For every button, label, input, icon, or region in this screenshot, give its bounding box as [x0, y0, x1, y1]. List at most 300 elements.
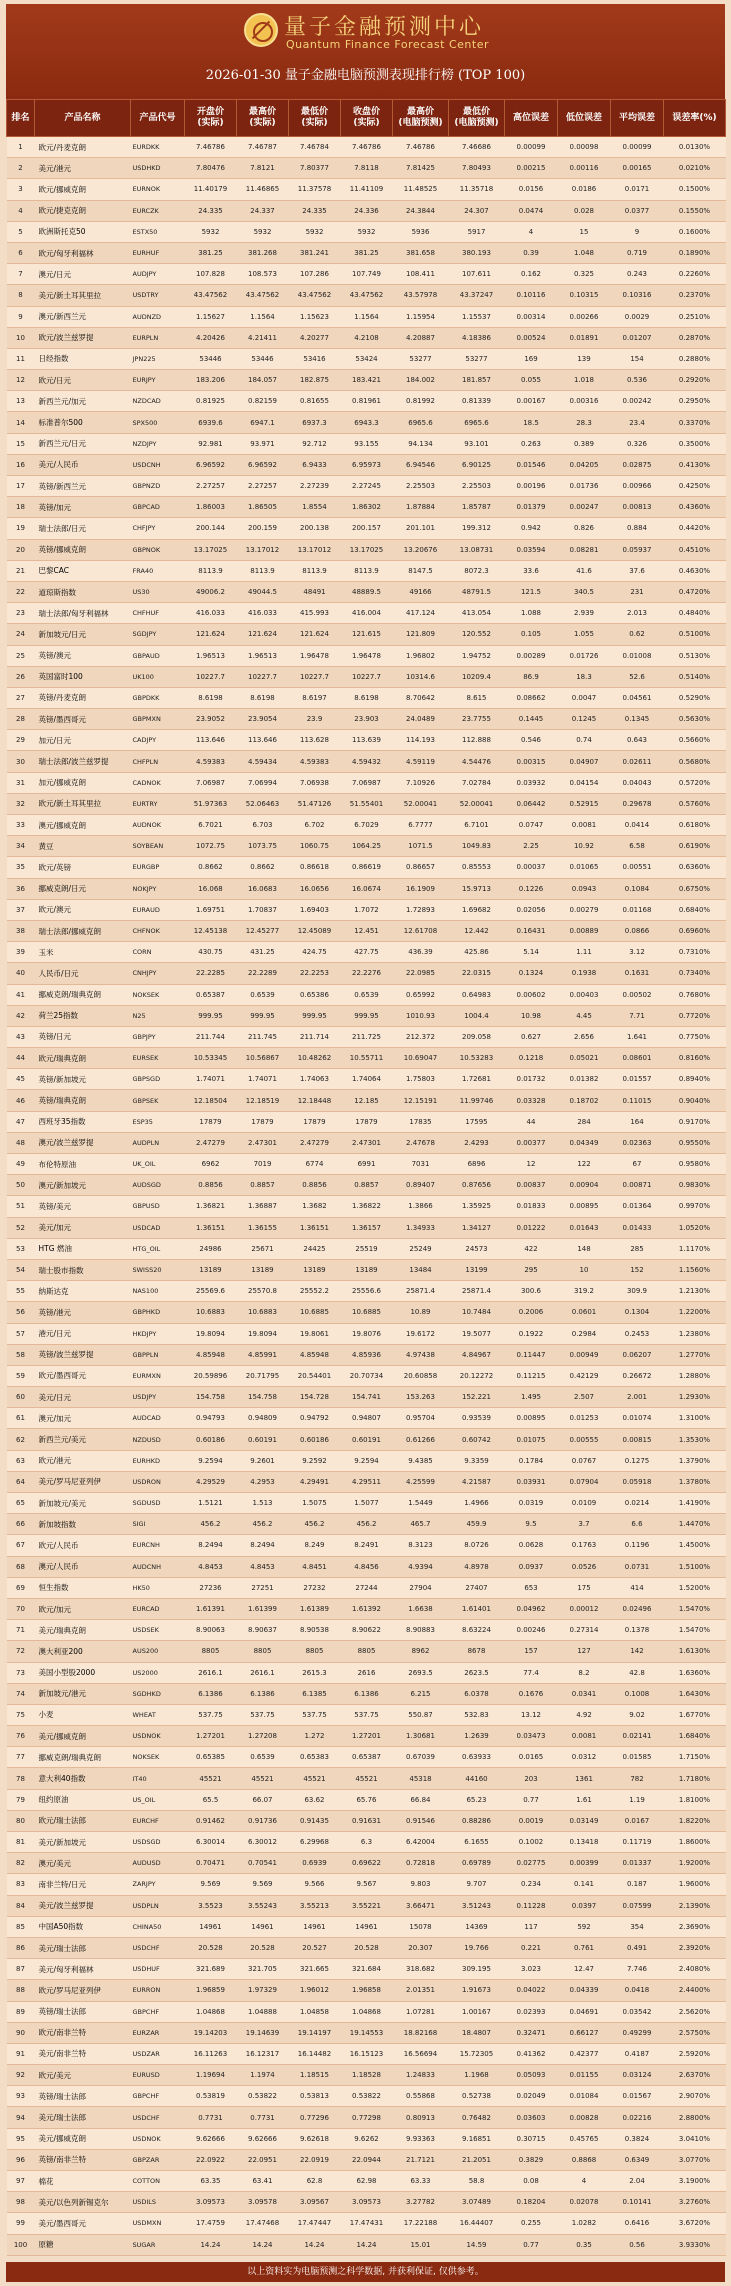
table-cell: 0.00012: [558, 1598, 611, 1619]
table-cell: 0.4840%: [664, 603, 726, 624]
table-cell: 2.6370%: [664, 2065, 726, 2086]
table-cell: 15.9713: [449, 878, 505, 899]
table-cell: 0.0526: [558, 1556, 611, 1577]
table-cell: 0.00828: [558, 2107, 611, 2128]
table-cell: 瑞士法郎/波兰兹罗提: [35, 751, 131, 772]
table-cell: 挪威克朗/瑞典克朗: [35, 1747, 131, 1768]
table-cell: 0.00871: [611, 1175, 664, 1196]
table-cell: 1.9600%: [664, 1874, 726, 1895]
table-cell: 16: [7, 454, 35, 475]
table-cell: 89: [7, 2001, 35, 2022]
table-cell: 美元/人民币: [35, 454, 131, 475]
table-cell: 0.9170%: [664, 1111, 726, 1132]
table-cell: 23.4: [611, 412, 664, 433]
table-row: [7, 2192, 726, 2213]
table-cell: 0.00165: [611, 158, 664, 179]
table-cell: 4.54476: [449, 751, 505, 772]
table-cell: 211.725: [341, 1026, 393, 1047]
table-cell: 13189: [237, 1259, 289, 1280]
table-cell: 2.25: [505, 836, 558, 857]
column-header: 最低价 (电脑预测): [449, 100, 505, 137]
table-cell: 10.98: [505, 1005, 558, 1026]
table-cell: 欧元/匈牙利福林: [35, 242, 131, 263]
table-cell: 0.00289: [505, 645, 558, 666]
table-cell: 0.65385: [185, 1747, 237, 1768]
table-cell: 1.5470%: [664, 1620, 726, 1641]
table-cell: CHFHUF: [131, 603, 185, 624]
table-cell: 0.1784: [505, 1450, 558, 1471]
table-cell: 0.0171: [611, 179, 664, 200]
table-cell: 6937.3: [289, 412, 341, 433]
column-header: 开盘价 (实际): [185, 100, 237, 137]
table-cell: 瑞士法郎/匈牙利福林: [35, 603, 131, 624]
table-cell: 537.75: [289, 1704, 341, 1725]
table-cell: 0.01557: [611, 1069, 664, 1090]
table-cell: 69: [7, 1577, 35, 1598]
table-cell: 24.307: [449, 200, 505, 221]
table-row: [7, 1026, 726, 1047]
table-cell: 0.91736: [237, 1810, 289, 1831]
table-cell: 0.1226: [505, 878, 558, 899]
table-cell: 0.06207: [611, 1344, 664, 1365]
table-cell: 9.62666: [237, 2128, 289, 2149]
table-cell: 7.80476: [185, 158, 237, 179]
table-cell: 0.01726: [558, 645, 611, 666]
table-cell: 新西兰元/加元: [35, 391, 131, 412]
table-cell: 0.94792: [289, 1408, 341, 1429]
table-cell: 新加坡元/美元: [35, 1493, 131, 1514]
table-cell: 27251: [237, 1577, 289, 1598]
table-cell: 6.58: [611, 836, 664, 857]
table-cell: 97: [7, 2171, 35, 2192]
table-cell: 1.7072: [341, 899, 393, 920]
table-cell: 424.75: [289, 942, 341, 963]
table-cell: 121.615: [341, 624, 393, 645]
table-cell: 24.337: [237, 200, 289, 221]
table-cell: 6: [7, 242, 35, 263]
table-cell: 0.00502: [611, 984, 664, 1005]
table-cell: 45318: [393, 1768, 449, 1789]
table-cell: SIGI: [131, 1514, 185, 1535]
table-cell: 1.9200%: [664, 1853, 726, 1874]
table-row: [7, 1281, 726, 1302]
table-cell: 22.0922: [185, 2149, 237, 2170]
table-cell: 14369: [449, 1916, 505, 1937]
table-row: [7, 2022, 726, 2043]
table-cell: 25871.4: [449, 1281, 505, 1302]
table-cell: 57: [7, 1323, 35, 1344]
table-cell: 6.29968: [289, 1832, 341, 1853]
table-cell: 1.69751: [185, 899, 237, 920]
table-cell: 0.04349: [558, 1132, 611, 1153]
table-cell: 19.8061: [289, 1323, 341, 1344]
table-cell: 1.70837: [237, 899, 289, 920]
table-cell: 0.04043: [611, 772, 664, 793]
table-cell: 3.07489: [449, 2192, 505, 2213]
table-cell: 0.60191: [341, 1429, 393, 1450]
table-cell: 16.44407: [449, 2213, 505, 2234]
table-cell: 43.47562: [185, 285, 237, 306]
table-cell: CORN: [131, 942, 185, 963]
table-cell: 88: [7, 1980, 35, 2001]
table-cell: 9.2601: [237, 1450, 289, 1471]
table-cell: 0.10315: [558, 285, 611, 306]
table-cell: 0.6180%: [664, 815, 726, 836]
table-cell: 45521: [185, 1768, 237, 1789]
table-cell: 74: [7, 1683, 35, 1704]
table-cell: 28.3: [558, 412, 611, 433]
table-cell: 1.8554: [289, 497, 341, 518]
table-cell: 7.46786: [393, 137, 449, 158]
table-cell: 欧元/墨西哥元: [35, 1365, 131, 1386]
table-cell: US2000: [131, 1662, 185, 1683]
table-cell: 1.641: [611, 1026, 664, 1047]
table-cell: 0.35: [558, 2234, 611, 2255]
table-cell: 4.8453: [237, 1556, 289, 1577]
table-cell: 22: [7, 581, 35, 602]
table-cell: 0.9550%: [664, 1132, 726, 1153]
table-cell: 107.286: [289, 264, 341, 285]
table-cell: 25570.8: [237, 1281, 289, 1302]
table-cell: 0.01433: [611, 1217, 664, 1238]
table-cell: 1.6360%: [664, 1662, 726, 1683]
table-cell: 55: [7, 1281, 35, 1302]
table-cell: 12.15191: [393, 1090, 449, 1111]
table-cell: 211.745: [237, 1026, 289, 1047]
table-cell: 0.4420%: [664, 518, 726, 539]
table-row: [7, 899, 726, 920]
table-cell: 澳元/新西兰元: [35, 306, 131, 327]
table-cell: 9.93363: [393, 2128, 449, 2149]
table-cell: 59: [7, 1365, 35, 1386]
table-cell: 0.03932: [505, 772, 558, 793]
table-cell: 0.1550%: [664, 200, 726, 221]
table-cell: CHFJPY: [131, 518, 185, 539]
table-cell: 1.8220%: [664, 1810, 726, 1831]
table-cell: 183.206: [185, 370, 237, 391]
table-cell: 121.5: [505, 581, 558, 602]
table-cell: 20.60858: [393, 1365, 449, 1386]
table-cell: 4.29491: [289, 1471, 341, 1492]
table-cell: 18.3: [558, 666, 611, 687]
table-cell: 美元/瑞士法郎: [35, 2107, 131, 2128]
table-row: [7, 327, 726, 348]
table-cell: 0.00399: [558, 1853, 611, 1874]
table-cell: 24573: [449, 1238, 505, 1259]
table-cell: 93.971: [237, 433, 289, 454]
table-cell: 0.4510%: [664, 539, 726, 560]
table-cell: 2.27257: [185, 476, 237, 497]
table-cell: 107.611: [449, 264, 505, 285]
table-cell: 152.221: [449, 1387, 505, 1408]
table-cell: 3.0770%: [664, 2149, 726, 2170]
table-row: [7, 1069, 726, 1090]
table-cell: 13.17012: [289, 539, 341, 560]
table-cell: 英镑/南非兰特: [35, 2149, 131, 2170]
table-row: [7, 1238, 726, 1259]
column-header: 产品名称: [35, 100, 131, 137]
table-cell: 0.1445: [505, 709, 558, 730]
table-cell: 60: [7, 1387, 35, 1408]
table-cell: 0.11015: [611, 1090, 664, 1111]
table-cell: 154.728: [289, 1387, 341, 1408]
table-row: [7, 179, 726, 200]
table-cell: 0.2260%: [664, 264, 726, 285]
table-row: [7, 645, 726, 666]
table-cell: 51.55401: [341, 793, 393, 814]
table-row: [7, 1302, 726, 1323]
table-cell: 0.0601: [558, 1302, 611, 1323]
table-cell: 999.95: [237, 1005, 289, 1026]
table-cell: 6.7101: [449, 815, 505, 836]
table-cell: 40: [7, 963, 35, 984]
table-cell: 4.18386: [449, 327, 505, 348]
table-cell: 300.6: [505, 1281, 558, 1302]
table-cell: 6.94546: [393, 454, 449, 475]
table-cell: 0.74: [558, 730, 611, 751]
table-cell: 欧元/罗马尼亚列伊: [35, 1980, 131, 2001]
table-cell: 9.6262: [341, 2128, 393, 2149]
table-cell: 10227.7: [237, 666, 289, 687]
table-cell: GBPUSD: [131, 1196, 185, 1217]
table-cell: 小麦: [35, 1704, 131, 1725]
table-cell: CHFNOK: [131, 920, 185, 941]
table-cell: 0.00815: [611, 1429, 664, 1450]
table-cell: 67: [611, 1154, 664, 1175]
table-cell: 73: [7, 1662, 35, 1683]
table-cell: 169: [505, 348, 558, 369]
table-cell: 121.624: [289, 624, 341, 645]
table-cell: 0.65387: [341, 1747, 393, 1768]
table-cell: 20.70734: [341, 1365, 393, 1386]
table-cell: USDMXN: [131, 2213, 185, 2234]
table-cell: 西班牙35指数: [35, 1111, 131, 1132]
table-cell: 0.0474: [505, 200, 558, 221]
table-cell: 0.243: [611, 264, 664, 285]
table-cell: 53416: [289, 348, 341, 369]
table-cell: USDZAR: [131, 2043, 185, 2064]
table-cell: 挪威克朗/瑞典克朗: [35, 984, 131, 1005]
table-cell: AUDSGD: [131, 1175, 185, 1196]
table-cell: 1.96478: [341, 645, 393, 666]
table-cell: 58.8: [449, 2171, 505, 2192]
table-cell: 63.35: [185, 2171, 237, 2192]
table-cell: 0.04339: [558, 1980, 611, 2001]
table-cell: 19.8094: [185, 1323, 237, 1344]
table-cell: 153.263: [393, 1387, 449, 1408]
table-cell: 49006.2: [185, 581, 237, 602]
table-cell: 16.15123: [341, 2043, 393, 2064]
table-row: [7, 1005, 726, 1026]
table-cell: 0.02078: [558, 2192, 611, 2213]
table-cell: 62.8: [289, 2171, 341, 2192]
table-cell: 51.97363: [185, 793, 237, 814]
table-cell: 4.21587: [449, 1471, 505, 1492]
table-row: [7, 1980, 726, 2001]
table-cell: 1.61392: [341, 1598, 393, 1619]
table-cell: 417.124: [393, 603, 449, 624]
table-cell: 5932: [341, 221, 393, 242]
table-cell: 13189: [341, 1259, 393, 1280]
table-cell: GBPNZD: [131, 476, 185, 497]
table-cell: 121.624: [237, 624, 289, 645]
table-cell: 18.4807: [449, 2022, 505, 2043]
table-cell: 7.02784: [449, 772, 505, 793]
table-cell: 日经指数: [35, 348, 131, 369]
table-cell: 0.0866: [611, 920, 664, 941]
table-cell: 2.939: [558, 603, 611, 624]
table-cell: 0.1763: [558, 1535, 611, 1556]
table-cell: 114.193: [393, 730, 449, 751]
table-row: [7, 1344, 726, 1365]
table-cell: GBPAUD: [131, 645, 185, 666]
table-row: [7, 264, 726, 285]
table-cell: 5932: [237, 221, 289, 242]
table-cell: 0.70471: [185, 1853, 237, 1874]
table-cell: 4.59119: [393, 751, 449, 772]
table-cell: USDCAD: [131, 1217, 185, 1238]
table-cell: 9.62666: [185, 2128, 237, 2149]
table-cell: 英镑/澳元: [35, 645, 131, 666]
table-cell: 425.86: [449, 942, 505, 963]
table-cell: 0.94809: [237, 1408, 289, 1429]
table-cell: 20.59896: [185, 1365, 237, 1386]
table-cell: 0.0747: [505, 815, 558, 836]
table-cell: 0.8160%: [664, 1048, 726, 1069]
table-cell: 0.55868: [393, 2086, 449, 2107]
table-cell: 17879: [237, 1111, 289, 1132]
table-cell: 3.9330%: [664, 2234, 726, 2255]
table-cell: 8805: [185, 1641, 237, 1662]
table-cell: 0.1008: [611, 1683, 664, 1704]
table-cell: 1.94752: [449, 645, 505, 666]
table-cell: 3.0410%: [664, 2128, 726, 2149]
table-cell: 10.56867: [237, 1048, 289, 1069]
table-cell: 0.01833: [505, 1196, 558, 1217]
table-cell: 2.27257: [237, 476, 289, 497]
table-cell: 2.4293: [449, 1132, 505, 1153]
table-cell: 0.1218: [505, 1048, 558, 1069]
table-cell: 1.61: [558, 1789, 611, 1810]
table-cell: 6965.6: [449, 412, 505, 433]
table-cell: 49044.5: [237, 581, 289, 602]
table-cell: 53424: [341, 348, 393, 369]
table-cell: 4.85948: [185, 1344, 237, 1365]
table-row: [7, 1704, 726, 1725]
table-cell: 19.6172: [393, 1323, 449, 1344]
table-cell: 456.2: [341, 1514, 393, 1535]
table-cell: 61: [7, 1408, 35, 1429]
table-cell: 0.7731: [185, 2107, 237, 2128]
table-cell: 挪威克朗/日元: [35, 878, 131, 899]
table-cell: 新加坡元/日元: [35, 624, 131, 645]
table-cell: 7.46786: [341, 137, 393, 158]
table-cell: 94: [7, 2107, 35, 2128]
table-row: [7, 306, 726, 327]
table-cell: 16.12317: [237, 2043, 289, 2064]
table-cell: 203: [505, 1768, 558, 1789]
table-cell: 0.10316: [611, 285, 664, 306]
table-row: [7, 984, 726, 1005]
table-cell: 美元/港元: [35, 158, 131, 179]
table-cell: 9.803: [393, 1874, 449, 1895]
table-cell: NOKSEK: [131, 984, 185, 1005]
table-cell: 20.307: [393, 1937, 449, 1958]
table-cell: SPX500: [131, 412, 185, 433]
table-cell: 黄豆: [35, 836, 131, 857]
table-cell: 94.134: [393, 433, 449, 454]
table-cell: 999.95: [289, 1005, 341, 1026]
table-cell: 92: [7, 2065, 35, 2086]
table-cell: 416.033: [237, 603, 289, 624]
table-cell: 12.45277: [237, 920, 289, 941]
table-cell: 381.658: [393, 242, 449, 263]
table-cell: 2.9070%: [664, 2086, 726, 2107]
table-cell: USDHUF: [131, 1959, 185, 1980]
column-header: 最高价 (实际): [237, 100, 289, 137]
table-cell: 4: [558, 2171, 611, 2192]
table-cell: 0.0081: [558, 1726, 611, 1747]
table-cell: 456.2: [237, 1514, 289, 1535]
table-row: [7, 1662, 726, 1683]
table-cell: 0.95704: [393, 1408, 449, 1429]
table-cell: 1.19: [611, 1789, 664, 1810]
table-cell: 99: [7, 2213, 35, 2234]
table-cell: 532.83: [449, 1704, 505, 1725]
table-cell: 184.002: [393, 370, 449, 391]
table-cell: 8.90538: [289, 1620, 341, 1641]
table-cell: 0.0081: [558, 815, 611, 836]
table-cell: 0.42129: [558, 1365, 611, 1386]
table-cell: 1.18515: [289, 2065, 341, 2086]
table-cell: 127: [558, 1641, 611, 1662]
table-cell: 22.0944: [341, 2149, 393, 2170]
table-cell: GBPMXN: [131, 709, 185, 730]
table-cell: 1: [7, 137, 35, 158]
table-cell: 21: [7, 560, 35, 581]
table-cell: 13: [7, 391, 35, 412]
logo-icon: [244, 13, 278, 47]
table-row: [7, 158, 726, 179]
table-cell: 16.1909: [393, 878, 449, 899]
table-cell: GBPPLN: [131, 1344, 185, 1365]
table-cell: 0.4360%: [664, 497, 726, 518]
table-cell: 10.6885: [341, 1302, 393, 1323]
table-cell: 澳元/新加坡元: [35, 1175, 131, 1196]
table-cell: 0.00377: [505, 1132, 558, 1153]
table-cell: 原糖: [35, 2234, 131, 2255]
table-cell: 7.746: [611, 1959, 664, 1980]
table-cell: 欧元/波兰兹罗提: [35, 327, 131, 348]
table-cell: 瑞士股市指数: [35, 1259, 131, 1280]
table-cell: 45: [7, 1069, 35, 1090]
table-cell: 25552.2: [289, 1281, 341, 1302]
table-cell: 0.62: [611, 624, 664, 645]
table-cell: 33: [7, 815, 35, 836]
table-cell: GBPJPY: [131, 1026, 185, 1047]
table-cell: 24425: [289, 1238, 341, 1259]
table-cell: 0.8856: [185, 1175, 237, 1196]
table-cell: 欧元/人民币: [35, 1535, 131, 1556]
table-cell: 17879: [185, 1111, 237, 1132]
table-cell: 1.34933: [393, 1217, 449, 1238]
table-cell: 1.91673: [449, 1980, 505, 2001]
table-cell: 1.27208: [237, 1726, 289, 1747]
table-cell: 0.02496: [611, 1598, 664, 1619]
table-cell: 8.615: [449, 687, 505, 708]
table-row: [7, 1175, 726, 1196]
table-cell: 1.2130%: [664, 1281, 726, 1302]
